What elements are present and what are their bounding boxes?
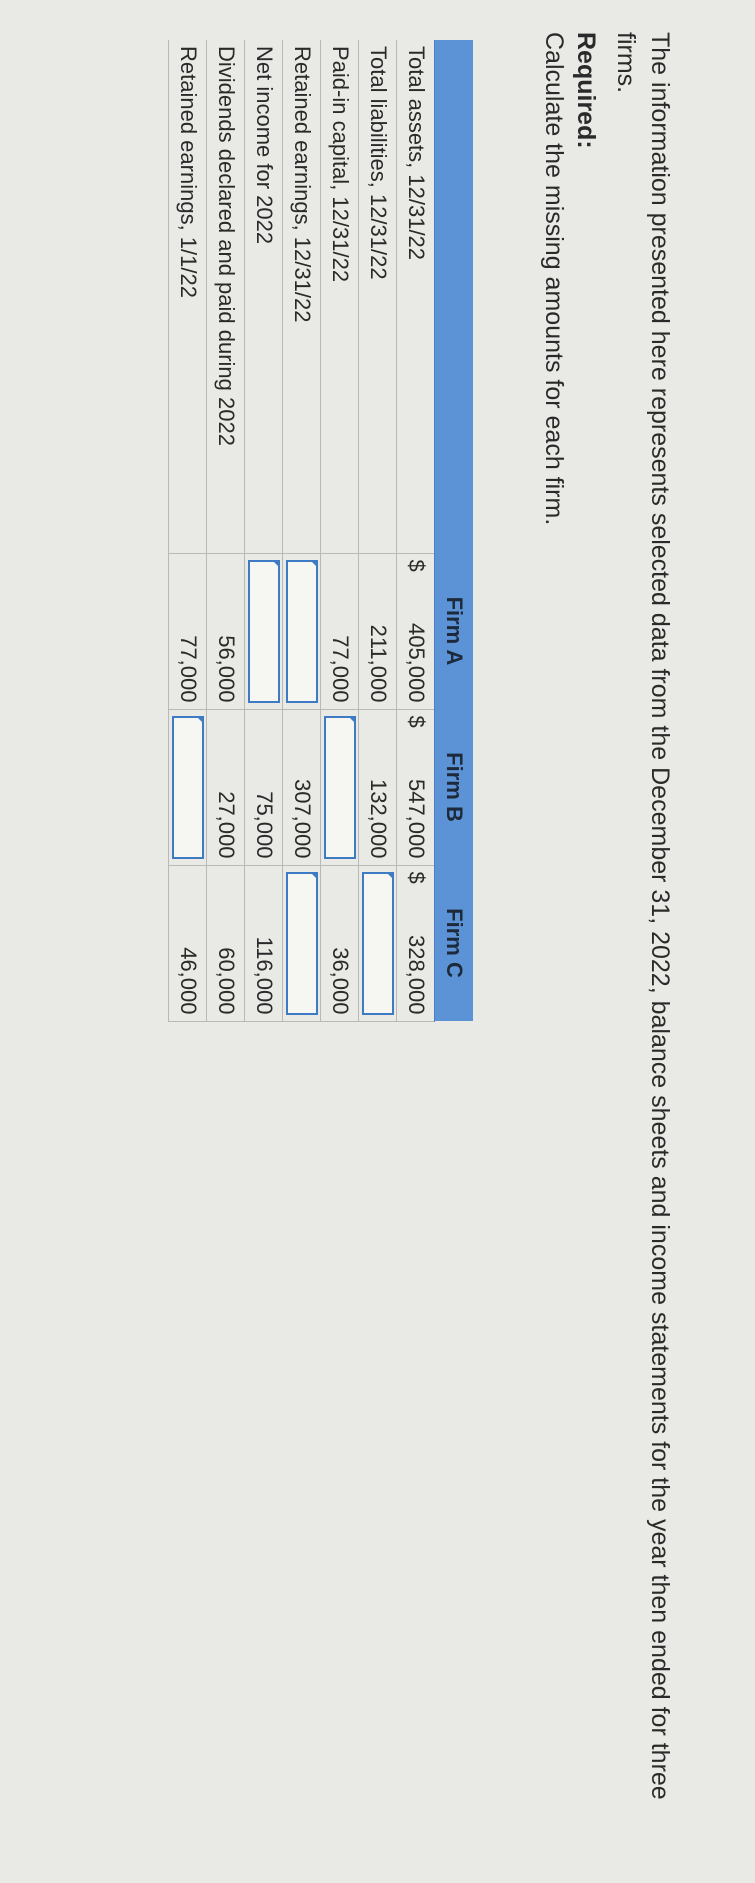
row-label: Paid-in capital, 12/31/22 xyxy=(321,40,359,553)
table-row xyxy=(397,40,435,1021)
row-label: Retained earnings, 1/1/22 xyxy=(169,40,207,553)
cell-value: 27,000 xyxy=(207,765,245,865)
currency-symbol xyxy=(283,709,321,765)
answer-cell xyxy=(359,865,397,1021)
cell-value: 211,000 xyxy=(359,609,397,709)
row-label: Dividends declared and paid during 2022 xyxy=(207,40,245,553)
row-label: Net income for 2022 xyxy=(245,40,283,553)
currency-symbol xyxy=(207,709,245,765)
cell-value: 328,000 xyxy=(397,921,435,1021)
row-label: Total liabilities, 12/31/22 xyxy=(359,40,397,553)
currency-symbol xyxy=(245,865,283,921)
header-firm-b: Firm B xyxy=(435,709,473,865)
table-row xyxy=(321,40,359,1021)
cell-value: 60,000 xyxy=(207,921,245,1021)
currency-symbol xyxy=(207,553,245,609)
cell-value: 405,000 xyxy=(397,609,435,709)
answer-input[interactable] xyxy=(172,716,204,859)
answer-cell xyxy=(283,865,321,1021)
cell-value: 75,000 xyxy=(245,765,283,865)
header-firm-a: Firm A xyxy=(435,553,473,709)
header-blank xyxy=(435,40,473,553)
table-row xyxy=(283,40,321,1021)
answer-cell xyxy=(283,553,321,709)
table-row xyxy=(207,40,245,1021)
currency-symbol xyxy=(169,553,207,609)
currency-symbol: $ xyxy=(397,865,435,921)
currency-symbol: $ xyxy=(397,553,435,609)
row-label: Total assets, 12/31/22 xyxy=(397,40,435,553)
required-heading: Required: xyxy=(572,32,600,149)
required-instruction: Calculate the missing amounts for each firm. xyxy=(540,32,568,526)
answer-input[interactable] xyxy=(362,872,394,1015)
row-label: Retained earnings, 12/31/22 xyxy=(283,40,321,553)
currency-symbol xyxy=(359,553,397,609)
cell-value: 132,000 xyxy=(359,765,397,865)
cell-value: 77,000 xyxy=(169,609,207,709)
firms-data-table xyxy=(169,40,474,1022)
currency-symbol xyxy=(169,865,207,921)
currency-symbol xyxy=(245,709,283,765)
intro-paragraph: The information presented here represents selected data from the December 31, 2022, balance sheets and income statements for the year then ended for three firms. xyxy=(612,32,674,1800)
cell-value: 307,000 xyxy=(283,765,321,865)
table-row xyxy=(245,40,283,1021)
header-firm-c: Firm C xyxy=(435,865,473,1021)
currency-symbol: $ xyxy=(397,709,435,765)
currency-symbol xyxy=(359,709,397,765)
table-header-row xyxy=(435,40,473,1021)
cell-value: 116,000 xyxy=(245,921,283,1021)
currency-symbol xyxy=(207,865,245,921)
answer-cell xyxy=(169,709,207,865)
currency-symbol xyxy=(321,865,359,921)
table-row xyxy=(359,40,397,1021)
cell-value: 77,000 xyxy=(321,609,359,709)
answer-cell xyxy=(321,709,359,865)
table-body xyxy=(169,40,435,1021)
answer-input[interactable] xyxy=(324,716,356,859)
currency-symbol xyxy=(321,553,359,609)
table-row xyxy=(169,40,207,1021)
answer-cell xyxy=(245,553,283,709)
answer-input[interactable] xyxy=(286,872,318,1015)
cell-value: 56,000 xyxy=(207,609,245,709)
answer-input[interactable] xyxy=(248,560,280,703)
cell-value: 46,000 xyxy=(169,921,207,1021)
answer-input[interactable] xyxy=(286,560,318,703)
cell-value: 36,000 xyxy=(321,921,359,1021)
cell-value: 547,000 xyxy=(397,765,435,865)
